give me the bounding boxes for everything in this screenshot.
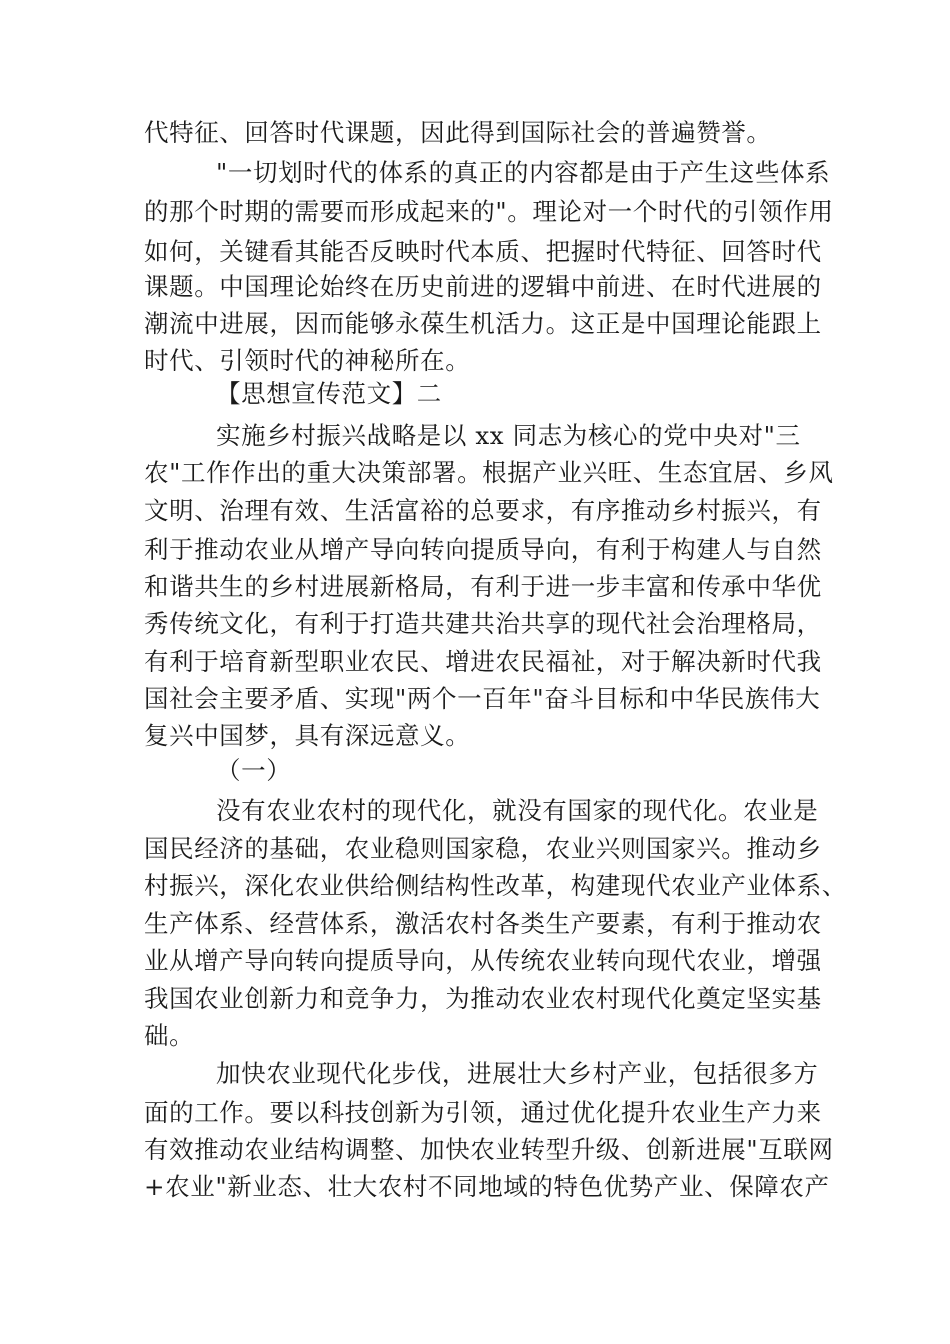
text-line: 国社会主要矛盾、实现"两个一百年"奋斗目标和中华民族伟大 bbox=[144, 684, 821, 713]
text-line: +农业"新业态、壮大农村不同地域的特色优势产业、保障农产 bbox=[144, 1172, 830, 1201]
text-line: 础。 bbox=[144, 1021, 195, 1050]
text-line: 复兴中国梦，具有深远意义。 bbox=[144, 721, 471, 750]
text-line: 面的工作。要以科技创新为引领，通过优化提升农业生产力来 bbox=[144, 1098, 822, 1127]
text-line: 有效推动农业结构调整、加快农业转型升级、创新进展"互联网 bbox=[144, 1135, 834, 1164]
text-line: 农"工作作出的重大决策部署。根据产业兴旺、生态宜居、乡风 bbox=[144, 458, 834, 487]
text-line: 生产体系、经营体系，激活农村各类生产要素，有利于推动农 bbox=[144, 909, 822, 938]
text-line: 加快农业现代化步伐，进展壮大乡村产业，包括很多方 bbox=[216, 1059, 819, 1088]
text-line: 潮流中进展，因而能够永葆生机活力。这正是中国理论能跟上 bbox=[144, 309, 822, 338]
text-line: 实施乡村振兴战略是以 xx 同志为核心的党中央对"三 bbox=[216, 421, 801, 450]
text-line: 代特征、回答时代课题，因此得到国际社会的普遍赞誉。 bbox=[144, 118, 772, 147]
text-line: 没有农业农村的现代化，就没有国家的现代化。农业是 bbox=[216, 796, 819, 825]
subsection-heading: （一） bbox=[216, 756, 292, 785]
text-line: 利于推动农业从增产导向转向提质导向，有利于构建人与自然 bbox=[144, 535, 822, 564]
text-line: 我国农业创新力和竞争力，为推动农业农村现代化奠定坚实基 bbox=[144, 984, 822, 1013]
text-line: 如何，关键看其能否反映时代本质、把握时代特征、回答时代 bbox=[144, 237, 822, 266]
text-line: 国民经济的基础，农业稳则国家稳，农业兴则国家兴。推动乡 bbox=[144, 834, 822, 863]
text-line: 文明、治理有效、生活富裕的总要求，有序推动乡村振兴，有 bbox=[144, 496, 822, 525]
text-line: 业从增产导向转向提质导向，从传统农业转向现代农业，增强 bbox=[144, 946, 822, 975]
section-heading: 【思想宣传范文】二 bbox=[216, 379, 442, 408]
text-line: 时代、引领时代的神秘所在。 bbox=[144, 346, 471, 375]
text-line: 村振兴，深化农业供给侧结构性改革，构建现代农业产业体系、 bbox=[144, 871, 847, 900]
text-line: "一切划时代的体系的真正的内容都是由于产生这些体系 bbox=[216, 158, 831, 187]
text-line: 有利于培育新型职业农民、增进农民福祉，对于解决新时代我 bbox=[144, 647, 822, 676]
text-line: 秀传统文化，有利于打造共建共治共享的现代社会治理格局， bbox=[144, 609, 822, 638]
text-line: 的那个时期的需要而形成起来的"。理论对一个时代的引领作用 bbox=[144, 197, 834, 226]
text-line: 和谐共生的乡村进展新格局，有利于进一步丰富和传承中华优 bbox=[144, 572, 822, 601]
text-line: 课题。中国理论始终在历史前进的逻辑中前进、在时代进展的 bbox=[144, 272, 822, 301]
